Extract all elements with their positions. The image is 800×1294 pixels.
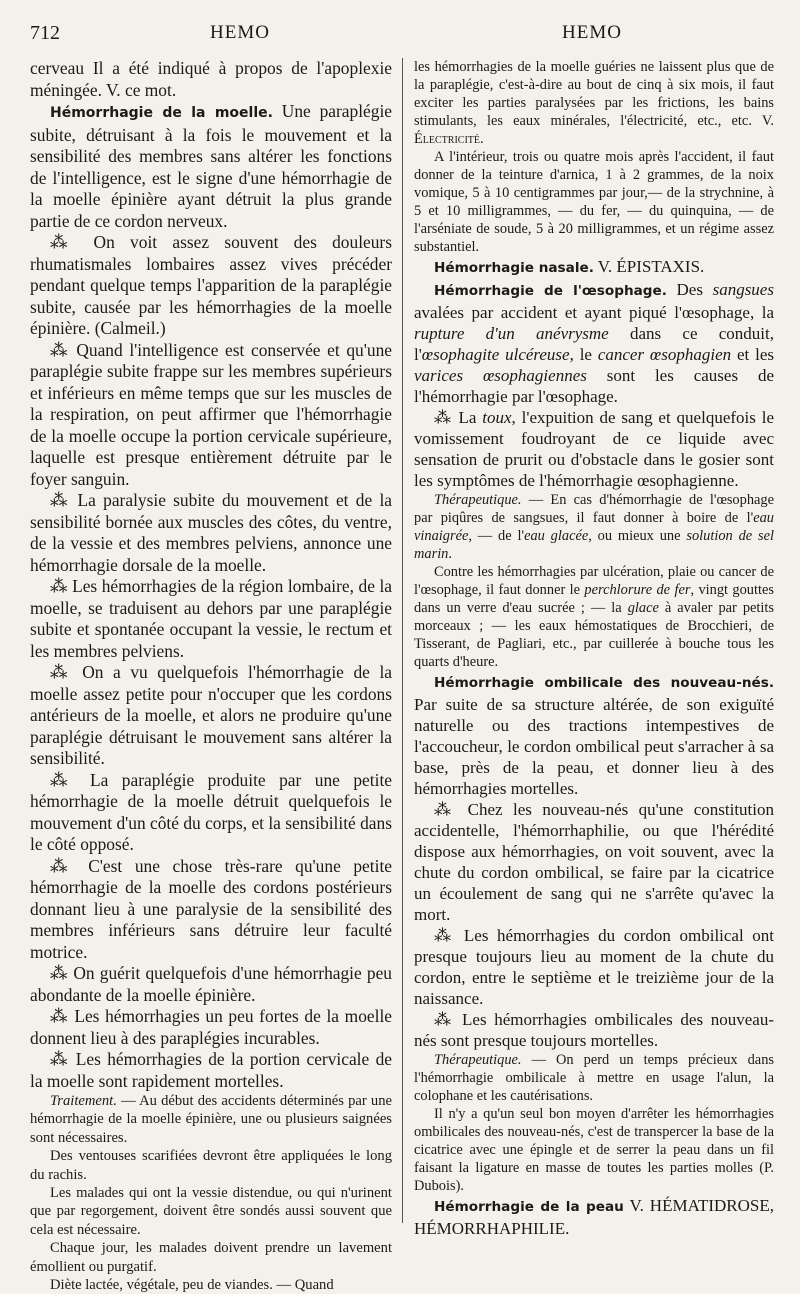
paragraph: ⁂ La paraplégie produite par une petite hémorrhagie de la moelle détruit quelquefois le mouvement d'un côté du corps, et la sensibilité dans le côté opposé.	[30, 769, 392, 854]
entry-heading: Hémorrhagie de la peau	[434, 1199, 624, 1215]
entry-heading: Hémorrhagie ombilicale des nouveau-nés.	[434, 675, 774, 691]
left-running-head: HEMO	[210, 22, 270, 43]
paragraph: Les malades qui ont la vessie distendue, ou qui n'urinent que par regorgement, doivent être sondés aussi souvent que cela est nécessaire.	[30, 1185, 392, 1238]
paragraph: ⁂ Quand l'intelligence est conservée et qu'une paraplégie subite frappe sur les membres supérieurs et inférieurs en même temps que sur les muscles de la respiration, on peut affirmer que l'hémorrhagie de la moelle occupe la portion cervicale supérieure, laquelle est presque entièrement détruite par le foyer sanguin.	[30, 339, 392, 489]
paragraph: Chaque jour, les malades doivent prendre un lavement émollient ou purgatif.	[30, 1240, 392, 1275]
column-divider	[402, 58, 403, 1223]
paragraph: ⁂ On guérit quelquefois d'une hémorrhagie peu abondante de la moelle épinière.	[30, 963, 392, 1005]
entry-peau: Hémorrhagie de la peau V. HÉMATIDROSE, HÉMORRHAPHILIE.	[414, 1196, 774, 1238]
paragraph: ⁂ On a vu quelquefois l'hémorrhagie de la moelle assez petite pour n'occuper que les cordons antérieurs de la moelle, et alors ne produire qu'une paraplégie détruisant le mouvement sans altérer la sensibilité.	[30, 662, 392, 768]
treatment-label: Traitement.	[50, 1093, 117, 1109]
paragraph: ⁂ On voit assez souvent des douleurs rhumatismales lombaires assez vives précéder pendant quelque temps l'apparition de la paraplégie subite, causée par les hémorrhagies de la moelle épinière. (Calmeil.)	[30, 232, 392, 338]
entry-oesophage: Hémorrhagie de l'œsophage. Des sangsues avalées par accident et ayant piqué l'œsophage, la rupture d'un anévrysme dans ce conduit, l'œsophagite ulcéreuse, le cancer œsophagien et les varices œsophagiennes sont les causes de l'hémorrhagie par l'œsophage.	[414, 280, 775, 406]
therapy-paragraph: Thérapeutique. — On perd un temps précieux dans l'hémorrhagie ombilicale à mettre en usage l'alun, la colophane et les cautérisations.	[414, 1052, 774, 1104]
paragraph: Des ventouses scarifiées devront être appliquées le long du rachis.	[30, 1148, 392, 1183]
paragraph: Diète lactée, végétale, peu de viandes. — Quand	[50, 1277, 334, 1294]
left-column	[30, 58, 393, 1294]
paragraph: les hémorrhagies de la moelle guéries ne laissent plus que de la paraplégie, c'est-à-dire au bout de cinq à six mois, il faut exciter les parties paralysées par les frictions, les bains stimulants, les eaux minérales, l'électricité, etc., etc. V. Électricité.	[414, 59, 774, 147]
entry-heading: Hémorrhagie de la moelle.	[50, 105, 273, 121]
entry-nasale: Hémorrhagie nasale. V. ÉPISTAXIS.	[434, 257, 705, 276]
entry-ombilicale: Hémorrhagie ombilicale des nouveau-nés. Par suite de sa structure altérée, de son exiguïté naturelle ou des tractions intempestives de l'accoucheur, le cordon ombilical peut s'arracher à sa base, près de la peau, et donner lieu à des hémorrhagies mortelles.	[414, 675, 774, 798]
therapy-label: Thérapeutique.	[434, 1052, 522, 1068]
paragraph: ⁂ Les hémorrhagies de la portion cervicale de la moelle sont rapidement mortelles.	[30, 1049, 392, 1091]
entry-heading: Hémorrhagie de l'œsophage.	[434, 283, 667, 299]
paragraph: Contre les hémorrhagies par ulcération, plaie ou cancer de l'œsophage, il faut donner le perchlorure de fer, vingt gouttes dans un verre d'eau sucrée ; — la glace à avaler par petits morceaux ; — les eaux hémostatiques de Brocchieri, de Tisserant, de Pagliari, etc., par cuillerée à bouche tous les quarts d'heure.	[414, 564, 775, 670]
paragraph: ⁂ C'est une chose très-rare qu'une petite hémorrhagie de la moelle des cordons postérieurs donnant lieu à une paralysie de la sensibilité des membres inférieurs sans détruire leur faculté motrice.	[30, 855, 392, 962]
paragraph: ⁂ La toux, l'expuition de sang et quelquefois le vomissement foudroyant de ce liquide avec sensation de prurit ou d'obstacle dans le gosier sont les symptômes de l'hémorrhagie œsophagienne.	[414, 408, 775, 490]
entry-heading: Hémorrhagie nasale.	[434, 260, 594, 276]
paragraph: ⁂ Les hémorrhagies un peu fortes de la moelle donnent lieu à des paraplégies incurables.	[30, 1006, 392, 1048]
right-running-head: HEMO	[562, 22, 622, 43]
paragraph: Il n'y a qu'un seul bon moyen d'arrêter les hémorrhagies ombilicales des nouveau-nés, c'est de transpercer la base de la cicatrice avec une épingle et de serrer la peau dans un fil faisant la ligature en masse de toutes les parties molles (P. Dubois).	[414, 1106, 774, 1194]
therapy-label: Thérapeutique.	[434, 492, 522, 508]
paragraph: ⁂ Les hémorrhagies du cordon ombilical ont presque toujours lieu au moment de la chute du cordon, entre le septième et le treizième jour de la naissance.	[414, 926, 774, 1008]
paragraph: ⁂ La paralysie subite du mouvement et de la sensibilité bornée aux muscles des côtes, du ventre, de la vessie et des membres pelviens, annonce une hémorrhagie dorsale de la moelle.	[30, 490, 392, 575]
paragraph: ⁂ Les hémorrhagies de la région lombaire, de la moelle, se traduisent au dehors par une paraplégie subite et spontanée occupant la vessie, le rectum et les membres pelviens.	[30, 576, 392, 661]
paragraph: ⁂ Les hémorrhagies ombilicales des nouveau-nés sont presque toujours mortelles.	[414, 1010, 774, 1050]
right-column	[414, 58, 774, 1253]
treatment-paragraph: Traitement. — Au début des accidents déterminés par une hémorrhagie de la moelle épinière, une ou plusieurs saignées sont nécessaires.	[30, 1093, 392, 1146]
paragraph: cerveau Il a été indiqué à propos de l'apoplexie méningée. V. ce mot.	[30, 58, 392, 100]
entry-moelle: Hémorrhagie de la moelle. Une paraplégie subite, détruisant à la fois le mouvement et la sensibilité des membres sans altérer les fonctions de l'intelligence, est le signe d'une hémorrhagie de la moelle épinière ayant détruit la plus grande partie de ce cordon nerveux.	[30, 101, 393, 231]
paragraph: A l'intérieur, trois ou quatre mois après l'accident, il faut donner de la teinture d'arnica, 1 à 2 grammes, de la noix vomique, 5 à 10 centigrammes par jour,— de la strychnine, à 5 et 10 milligrammes, — du fer, — du quinquina, — de l'arséniate de soude, 5 à 20 milligrammes, et un régime assez substantiel.	[414, 149, 774, 255]
page-number: 712	[30, 22, 60, 44]
paragraph: ⁂ Chez les nouveau-nés qu'une constitution accidentelle, l'hémorrhaphilie, ou que l'hérédité dispose aux hémorrhagies, on voit souvent, avec la chute du cordon ombilical, se faire par la cicatrice un écoulement de sang qui ne s'arrête qu'avec la mort.	[414, 800, 774, 924]
page-header	[30, 22, 770, 52]
therapy-paragraph: Thérapeutique. — En cas d'hémorrhagie de l'œsophage par piqûres de sangsues, il faut donner à boire de l'eau vinaigrée, — de l'eau glacée, ou mieux une solution de sel marin.	[414, 492, 774, 562]
